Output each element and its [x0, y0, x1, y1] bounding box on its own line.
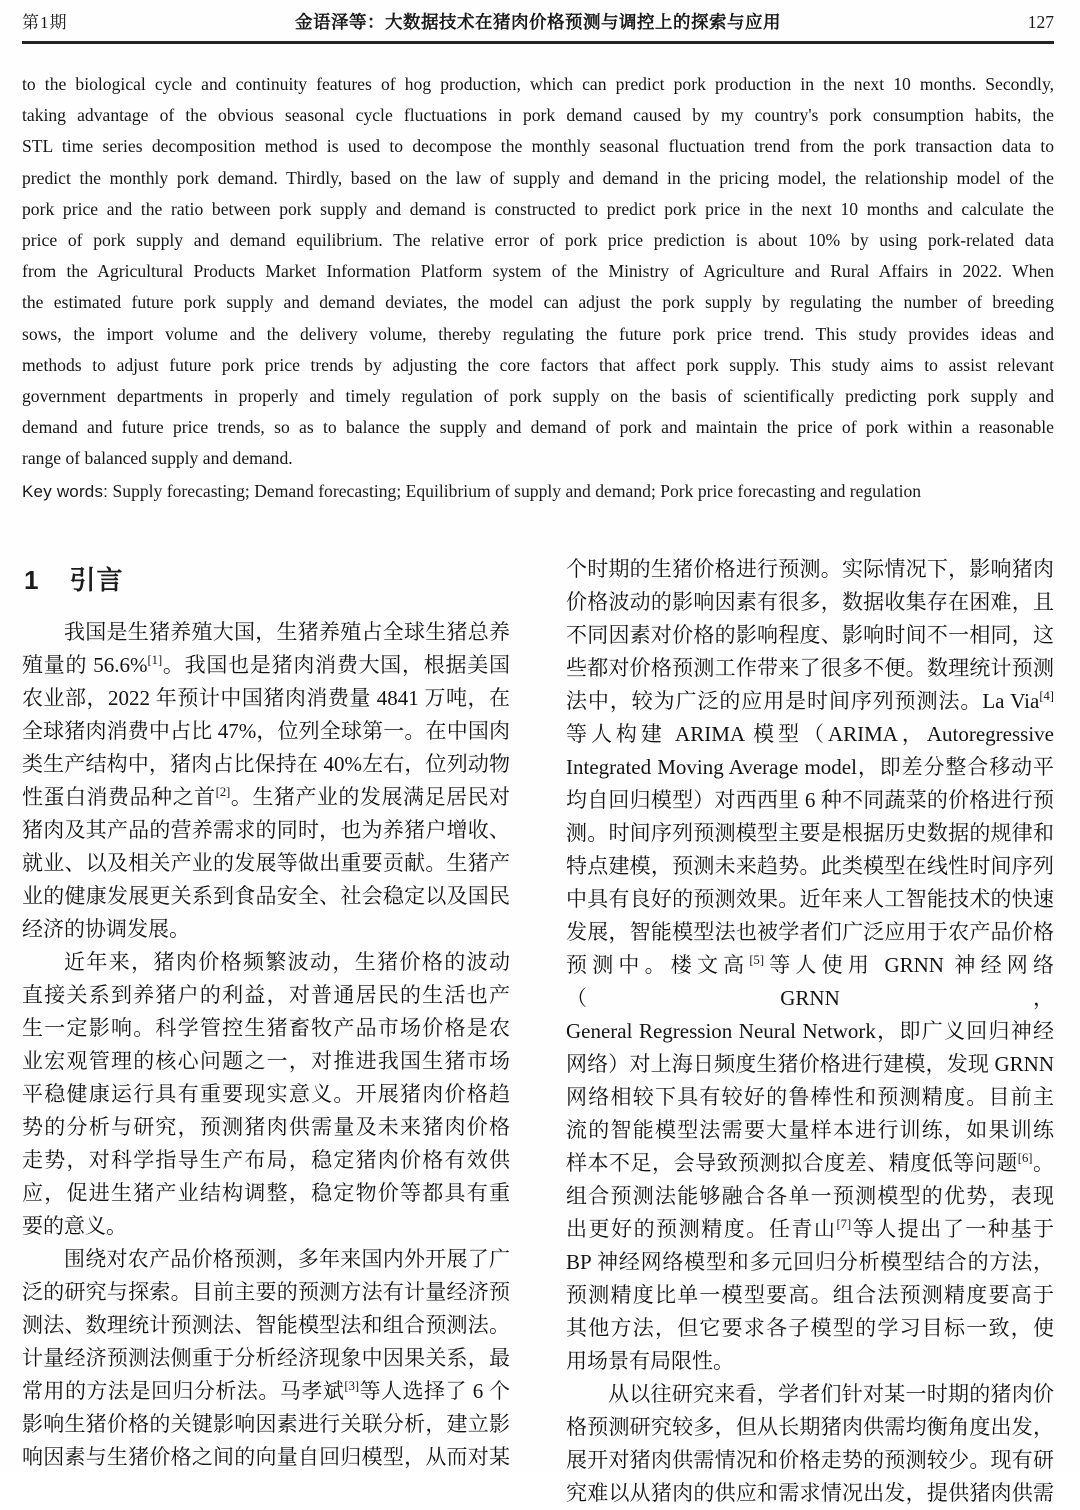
text-line: 经济的协调发展。 — [22, 916, 190, 941]
text-line: 类生产结构中，猪肉占比保持在 40%左右，位列动物 — [22, 751, 510, 776]
keywords-line — [22, 476, 1054, 507]
text-line: 不同因素对价格的影响程度、影响时间不一相同，这 — [566, 622, 1054, 647]
text-line: 全球猪肉消费中占比 47%，位列全球第一。在中国肉 — [22, 718, 510, 743]
text-line: 法中，较为广泛的应用是时间序列预测法。La Via[4] — [566, 688, 1054, 713]
text-line: 用场景有局限性。 — [566, 1348, 734, 1373]
text-line: 样本不足，会导致预测拟合度差、精度低等问题[6]。 — [566, 1150, 1054, 1175]
text-line: 中具有良好的预测效果。近年来人工智能技术的快速 — [566, 886, 1054, 911]
text-line: 业宏观管理的核心问题之一，对推进我国生猪市场 — [22, 1048, 510, 1073]
text-line: price of pork supply and demand equilibrium. The relative error of pork price prediction is about 10% by using pork-related data — [22, 230, 1054, 251]
text-line: 生一定影响。科学管控生猪畜牧产品市场价格是农 — [22, 1015, 510, 1040]
section-heading — [24, 565, 510, 595]
keywords-label: Key words: — [22, 481, 109, 501]
text-line: Integrated Moving Average model，即差分整合移动平 — [566, 754, 1054, 779]
text-line: 组合预测法能够融合各单一预测模型的优势，表现 — [566, 1183, 1054, 1208]
text-line: 网络相较下具有较好的鲁棒性和预测精度。目前主 — [566, 1084, 1054, 1109]
running-header — [22, 8, 1054, 44]
text-line: General Regression Neural Network，即广义回归神经 — [566, 1018, 1054, 1043]
text-line: pork price and the ratio between pork supply and demand is constructed to predict pork price in the next 10 months and calculate the — [22, 198, 1054, 219]
text-line: taking advantage of the obvious seasonal cycle fluctuations in pork demand caused by my country's pork consumption habits, the — [22, 105, 1054, 126]
text-line: 农业部，2022 年预计中国猪肉消费量 4841 万吨，在 — [22, 685, 510, 710]
text-line: 测法、数理统计预测法、智能模型法和组合预测法。 — [22, 1312, 510, 1337]
text-line: 计量经济预测法侧重于分析经济现象中因果关系，最 — [22, 1345, 510, 1370]
text-line: to the biological cycle and continuity features of hog production, which can predict pork production in the next 10 months. Secondly, — [22, 74, 1054, 94]
text-line: 性蛋白消费品种之首[2]。生猪产业的发展满足居民对 — [22, 784, 511, 809]
text-line: from the Agricultural Products Market Information Platform system of the Ministry of Agriculture and Rural Affairs in 2022. When — [22, 261, 1054, 282]
text-line: 流的智能模型法需要大量样本进行训练，如果训练 — [566, 1117, 1054, 1142]
text-line: 等人构建 ARIMA 模型（ARIMA，Autoregressive — [566, 721, 1054, 746]
text-line: 就业、以及相关产业的发展等做出重要贡献。生猪产 — [22, 850, 510, 875]
text-line: 均自回归模型）对西西里 6 种不同蔬菜的价格进行预 — [566, 787, 1054, 812]
section-title: 引言 — [69, 564, 124, 595]
text-line: 其他方法，但它要求各子模型的学习目标一致，使 — [566, 1315, 1054, 1340]
left-column-text — [22, 616, 510, 1474]
text-line: 平稳健康运行具有重要现实意义。开展猪肉价格趋 — [22, 1081, 510, 1106]
text-line: 发展，智能模型法也被学者们广泛应用于农产品价格 — [566, 919, 1054, 944]
text-line: 直接关系到养猪户的利益，对普通居民的生活也产 — [22, 982, 510, 1007]
text-line: methods to adjust future pork price trends by adjusting the core factors that affect pork supply. This study aims to assist relevant — [22, 354, 1054, 375]
text-line: 泛的研究与探索。目前主要的预测方法有计量经济预 — [22, 1279, 510, 1304]
text-line: the estimated future pork supply and demand deviates, the model can adjust the pork supply by regulating the number of breeding — [22, 292, 1054, 313]
running-title: 金语泽等：大数据技术在猪肉价格预测与调控上的探索与应用 — [295, 12, 781, 32]
text-line: 特点建模，预测未来趋势。此类模型在线性时间序列 — [566, 853, 1054, 878]
text-line: 我国是生猪养殖大国，生猪养殖占全球生猪总养 — [64, 619, 510, 644]
text-line: 测。时间序列预测模型主要是根据历史数据的规律和 — [566, 820, 1054, 845]
section-number: 1 — [24, 564, 40, 595]
text-line: STL time series decomposition method is used to decompose the monthly seasonal fluctuation trend from the pork transaction data to — [22, 136, 1054, 157]
text-line: 近年来，猪肉价格频繁波动，生猪价格的波动 — [64, 949, 510, 974]
left-column — [22, 553, 510, 1510]
text-line: 出更好的预测精度。任青山[7]等人提出了一种基于 — [566, 1216, 1055, 1241]
right-column-text — [566, 553, 1054, 1510]
text-line: 格预测研究较多，但从长期猪肉供需均衡角度出发， — [566, 1414, 1054, 1439]
keywords-text: Supply forecasting; Demand forecasting; Equilibrium of supply and demand; Pork price forecasting and regulation — [108, 480, 922, 501]
text-line: government departments in properly and timely regulation of pork supply on the basis of scientifically predicting pork supply and — [22, 386, 1054, 407]
text-line: 预测精度比单一模型要高。组合法预测精度要高于 — [566, 1282, 1054, 1307]
text-line: 势的分析与研究，预测猪肉供需量及未来猪肉价格 — [22, 1114, 510, 1139]
text-line: 从以往研究来看，学者们针对某一时期的猪肉价 — [608, 1381, 1054, 1406]
text-line: 猪肉及其产品的营养需求的同时，也为养猪户增收、 — [22, 817, 510, 842]
text-line: 个时期的生猪价格进行预测。实际情况下，影响猪肉 — [566, 556, 1054, 581]
abstract-continuation — [22, 69, 1054, 475]
text-line: 究难以从猪肉的供应和需求情况出发，提供猪肉供需 — [566, 1480, 1054, 1505]
page-number: 127 — [1027, 12, 1054, 32]
journal-issue-label: 第1期 — [22, 13, 68, 32]
text-line: predict the monthly pork demand. Thirdly, based on the law of supply and demand in the pricing model, the relationship model of the — [22, 167, 1054, 188]
text-line: 些都对价格预测工作带来了很多不便。数理统计预测 — [566, 655, 1054, 680]
text-line: 响因素与生猪价格之间的向量自回归模型，从而对某 — [22, 1444, 510, 1469]
text-line: 网络）对上海日频度生猪价格进行建模，发现 GRNN — [566, 1051, 1054, 1076]
text-line: 走势，对科学指导生产布局，稳定猪肉价格有效供 — [22, 1147, 510, 1172]
text-line: 价格波动的影响因素有很多，数据收集存在困难，且 — [566, 589, 1054, 614]
text-line: 殖量的 56.6%[1]。我国也是猪肉消费大国，根据美国 — [22, 652, 511, 677]
two-column-body — [22, 553, 1054, 1510]
text-line: 预测中。楼文高[5]等人使用 GRNN 神经网络（GRNN， — [566, 952, 1054, 1010]
text-line: demand and future price trends, so as to balance the supply and demand of pork and maintain the price of pork within a reasonable — [22, 417, 1054, 438]
text-line: 要的意义。 — [22, 1213, 127, 1238]
text-line: 展开对猪肉供需情况和价格走势的预测较少。现有研 — [566, 1447, 1054, 1472]
right-column — [566, 553, 1054, 1510]
text-line: 业的健康发展更关系到食品安全、社会稳定以及国民 — [22, 883, 510, 908]
text-line: range of balanced supply and demand. — [22, 448, 293, 469]
text-line: 常用的方法是回归分析法。马孝斌[3]等人选择了 6 个 — [22, 1378, 511, 1403]
text-line: sows, the import volume and the delivery volume, thereby regulating the future pork price trend. This study provides ideas and — [22, 323, 1054, 344]
text-line: 围绕对农产品价格预测，多年来国内外开展了广 — [64, 1246, 510, 1271]
text-line: 影响生猪价格的关键影响因素进行关联分析，建立影 — [22, 1411, 510, 1436]
text-line: BP 神经网络模型和多元回归分析模型结合的方法， — [566, 1249, 1054, 1274]
text-line: 应，促进生猪产业结构调整，稳定物价等都具有重 — [22, 1180, 510, 1205]
